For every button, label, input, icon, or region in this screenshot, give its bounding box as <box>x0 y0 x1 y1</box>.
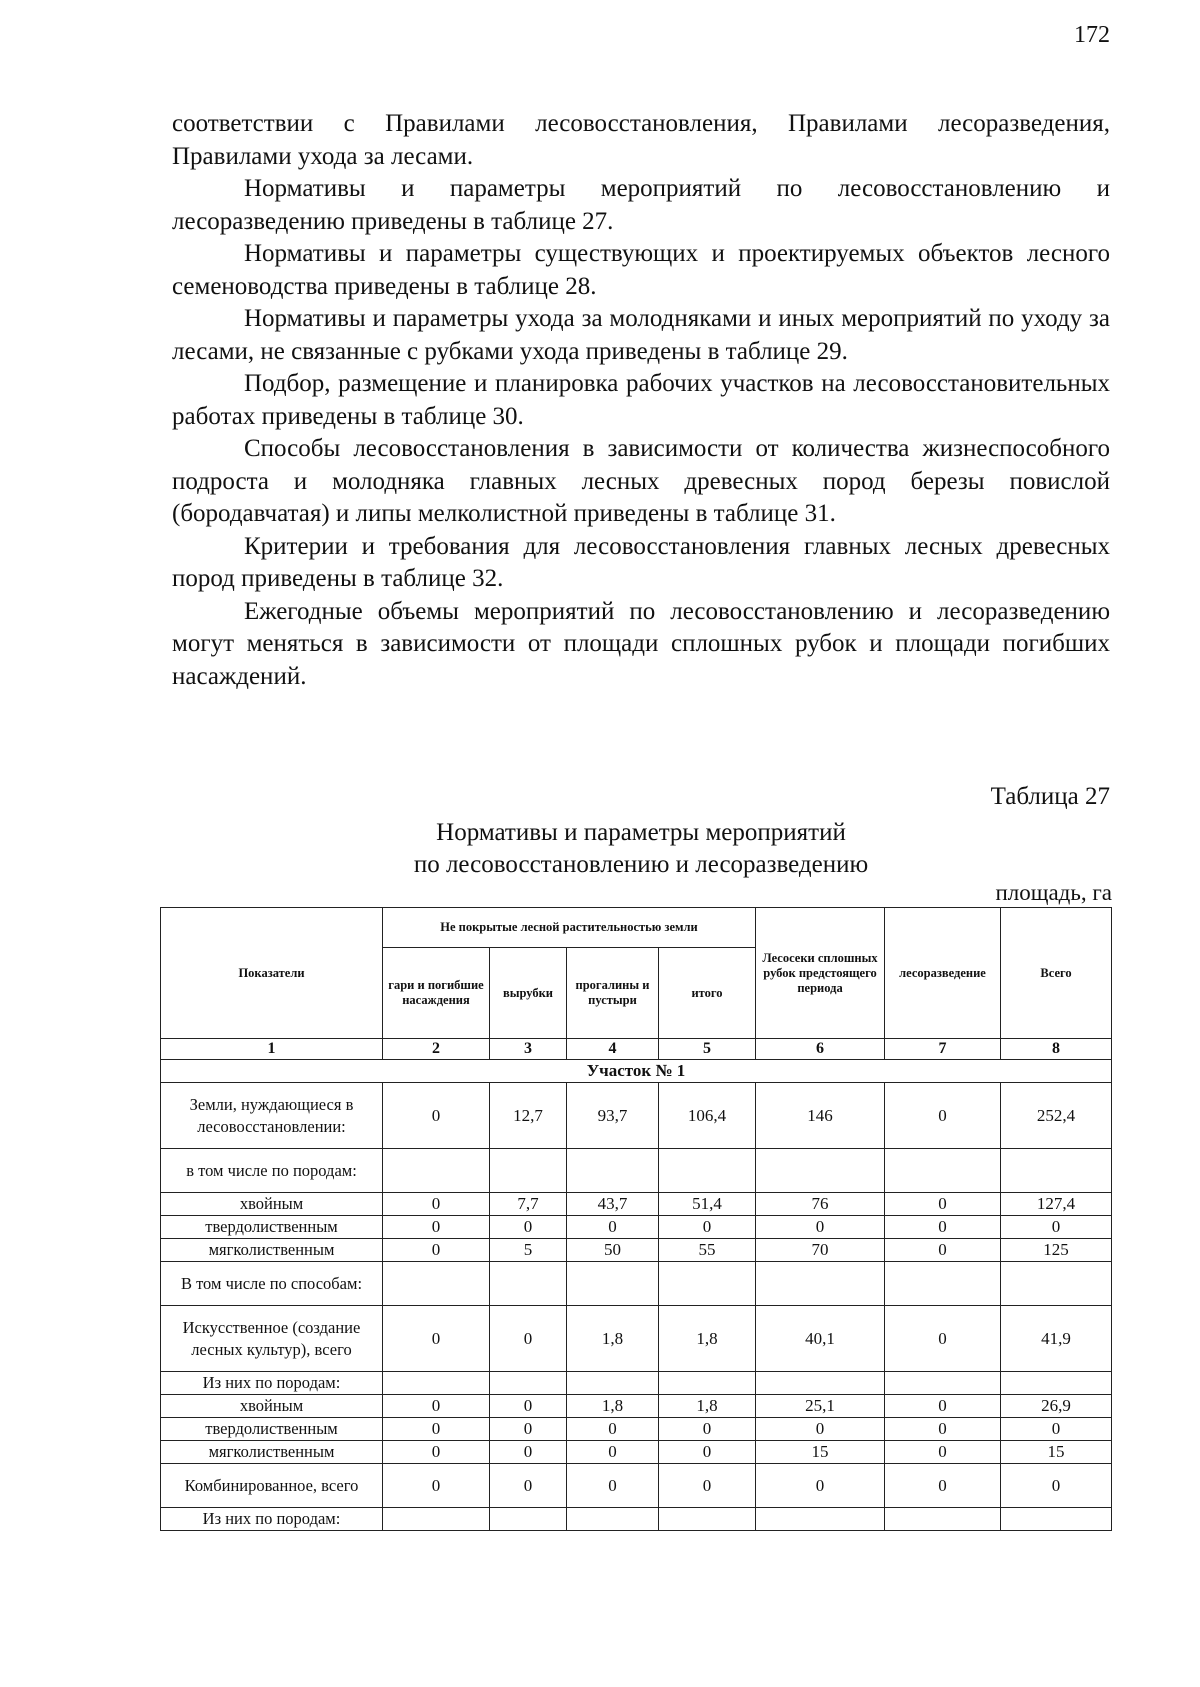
table-cell: 0 <box>490 1395 567 1418</box>
table-cell <box>885 1149 1001 1193</box>
section-row <box>161 1060 1112 1083</box>
column-number: 5 <box>659 1039 756 1060</box>
table-cell: 0 <box>885 1239 1001 1262</box>
table-cell: 0 <box>490 1306 567 1372</box>
paragraph: Нормативы и параметры мероприятий по лесовосстановлению и лесоразведению приведены в таблице 27. <box>172 175 1110 235</box>
row-label: мягколиственным <box>161 1441 383 1464</box>
table-cell <box>383 1149 490 1193</box>
table-cell: 40,1 <box>756 1306 885 1372</box>
table-cell: 0 <box>567 1464 659 1508</box>
table-cell: 0 <box>756 1418 885 1441</box>
table-cell: 26,9 <box>1001 1395 1112 1418</box>
table-cell: 0 <box>1001 1464 1112 1508</box>
unit-label: площадь, га <box>995 880 1112 905</box>
table-cell: 252,4 <box>1001 1083 1112 1149</box>
table-cell <box>756 1508 885 1531</box>
table-row <box>161 1508 1112 1531</box>
column-number: 7 <box>885 1039 1001 1060</box>
row-label: твердолиственным <box>161 1216 383 1239</box>
row-label: хвойным <box>161 1395 383 1418</box>
table-cell: 0 <box>490 1216 567 1239</box>
table-cell: 0 <box>490 1418 567 1441</box>
table-cell: 0 <box>885 1395 1001 1418</box>
row-label: Земли, нуждающиеся в лесовосстановлении: <box>161 1083 383 1149</box>
table-cell: 5 <box>490 1239 567 1262</box>
table-cell: 0 <box>1001 1216 1112 1239</box>
row-label: Комбинированное, всего <box>161 1464 383 1508</box>
table-cell <box>659 1508 756 1531</box>
table-cell: 0 <box>659 1216 756 1239</box>
table-cell <box>756 1372 885 1395</box>
table-cell: 125 <box>1001 1239 1112 1262</box>
table-cell: 1,8 <box>567 1306 659 1372</box>
table-cell: 93,7 <box>567 1083 659 1149</box>
column-number: 2 <box>383 1039 490 1060</box>
table-cell <box>756 1262 885 1306</box>
row-label: Искусственное (создание лесных культур), всего <box>161 1306 383 1372</box>
table-cell <box>659 1149 756 1193</box>
table-cell: 0 <box>885 1083 1001 1149</box>
row-label: хвойным <box>161 1193 383 1216</box>
table-cell: 0 <box>659 1418 756 1441</box>
table-cell: 0 <box>885 1216 1001 1239</box>
body-text <box>172 108 1110 693</box>
column-number: 6 <box>756 1039 885 1060</box>
table-cell: 0 <box>885 1306 1001 1372</box>
table-cell <box>383 1508 490 1531</box>
row-label: В том числе по способам: <box>161 1262 383 1306</box>
paragraph: Способы лесовосстановления в зависимости от количества жизнеспособного подроста и молодняка главных лесных древесных пород березы повислой (бородавчатая) и липы мелколистной приведены в таблице 31. <box>172 435 1110 527</box>
table-cell: 0 <box>383 1418 490 1441</box>
table-cell: 0 <box>885 1418 1001 1441</box>
table-cell: 1,8 <box>659 1395 756 1418</box>
table-cell: 0 <box>490 1441 567 1464</box>
table-title <box>172 817 1110 881</box>
table-cell <box>885 1508 1001 1531</box>
table-row <box>161 1149 1112 1193</box>
paragraph: Ежегодные объемы мероприятий по лесовосстановлению и лесоразведению могут меняться в зависимости от площади сплошных рубок и площади погибших насаждений. <box>172 597 1110 690</box>
table-row <box>161 1262 1112 1306</box>
table-cell: 1,8 <box>567 1395 659 1418</box>
table-row <box>161 1083 1112 1149</box>
table-cell <box>659 1262 756 1306</box>
table-row <box>161 1372 1112 1395</box>
table-cell: 0 <box>659 1441 756 1464</box>
table-cell: 0 <box>383 1193 490 1216</box>
row-label: твердолиственным <box>161 1418 383 1441</box>
table-cell: 0 <box>659 1464 756 1508</box>
paragraph: Критерии и требования для лесовосстановления главных лесных древесных пород приведены в таблице 32. <box>172 532 1110 592</box>
table-cell <box>1001 1372 1112 1395</box>
table-cell: 0 <box>383 1239 490 1262</box>
table-cell: 50 <box>567 1239 659 1262</box>
table-cell <box>383 1372 490 1395</box>
table-row <box>161 1441 1112 1464</box>
table-cell: 51,4 <box>659 1193 756 1216</box>
table-cell <box>490 1372 567 1395</box>
table-cell: 0 <box>885 1193 1001 1216</box>
table-cell: 0 <box>1001 1418 1112 1441</box>
header-total: Всего <box>1001 908 1112 1039</box>
table-cell: 106,4 <box>659 1083 756 1149</box>
paragraph: Нормативы и параметры существующих и проектируемых объектов лесного семеноводства приведены в таблице 28. <box>172 240 1110 300</box>
column-number: 3 <box>490 1039 567 1060</box>
table-row <box>161 1239 1112 1262</box>
table-cell: 0 <box>567 1418 659 1441</box>
row-label: мягколиственным <box>161 1239 383 1262</box>
table-cell: 55 <box>659 1239 756 1262</box>
table-row <box>161 1418 1112 1441</box>
paragraph: Нормативы и параметры ухода за молодняками и иных мероприятий по уходу за лесами, не связанные с рубками ухода приведены в таблице 29. <box>172 305 1110 365</box>
table-cell <box>885 1262 1001 1306</box>
table-cell: 0 <box>383 1464 490 1508</box>
row-label: Из них по породам: <box>161 1508 383 1531</box>
table-cell <box>383 1262 490 1306</box>
table-row <box>161 1306 1112 1372</box>
table-cell: 15 <box>1001 1441 1112 1464</box>
table-cell: 0 <box>490 1464 567 1508</box>
paragraph: соответствии с Правилами лесовосстановления, Правилами лесоразведения, Правилами ухода за лесами. <box>172 110 1110 170</box>
table-cell: 0 <box>756 1216 885 1239</box>
column-number-row <box>161 1039 1112 1060</box>
table-cell: 0 <box>383 1083 490 1149</box>
table-cell: 12,7 <box>490 1083 567 1149</box>
column-number: 1 <box>161 1039 383 1060</box>
header-clearings: вырубки <box>490 948 567 1039</box>
table-cell: 0 <box>567 1216 659 1239</box>
table-title-line: по лесовосстановлению и лесоразведению <box>413 851 869 878</box>
table-cell: 0 <box>885 1464 1001 1508</box>
table-cell: 25,1 <box>756 1395 885 1418</box>
table-cell: 0 <box>383 1216 490 1239</box>
header-not-covered: Не покрытые лесной растительностью земли <box>383 908 756 948</box>
table-cell: 0 <box>383 1395 490 1418</box>
page-number: 172 <box>1074 22 1110 48</box>
row-label: Из них по породам: <box>161 1372 383 1395</box>
column-number: 4 <box>567 1039 659 1060</box>
table-cell: 0 <box>383 1441 490 1464</box>
table-cell <box>1001 1262 1112 1306</box>
table-cell <box>567 1508 659 1531</box>
table-cell <box>567 1262 659 1306</box>
table-cell <box>756 1149 885 1193</box>
table-cell: 0 <box>567 1441 659 1464</box>
table-row <box>161 1216 1112 1239</box>
header-cutting-areas: Лесосеки сплошных рубок предстоящего периода <box>756 908 885 1039</box>
table-cell: 127,4 <box>1001 1193 1112 1216</box>
table-cell: 1,8 <box>659 1306 756 1372</box>
table-cell: 70 <box>756 1239 885 1262</box>
table-cell <box>659 1372 756 1395</box>
table-cell: 0 <box>885 1441 1001 1464</box>
column-number: 8 <box>1001 1039 1112 1060</box>
table-cell: 0 <box>383 1306 490 1372</box>
data-table <box>160 907 1112 1531</box>
table-cell <box>490 1149 567 1193</box>
header-indicators: Показатели <box>161 908 383 1039</box>
header-glades: прогалины и пустыри <box>567 948 659 1039</box>
table-cell <box>490 1508 567 1531</box>
table-cell <box>1001 1149 1112 1193</box>
paragraph: Подбор, размещение и планировка рабочих участков на лесовосстановительных работах приведены в таблице 30. <box>172 370 1110 430</box>
table-cell: 146 <box>756 1083 885 1149</box>
table-cell: 0 <box>756 1464 885 1508</box>
table-cell <box>567 1372 659 1395</box>
table-title-line: Нормативы и параметры мероприятий <box>436 819 846 846</box>
table-row <box>161 1193 1112 1216</box>
header-afforestation: лесоразведение <box>885 908 1001 1039</box>
table-cell <box>567 1149 659 1193</box>
header-subtotal: итого <box>659 948 756 1039</box>
table-cell <box>490 1262 567 1306</box>
table-cell: 15 <box>756 1441 885 1464</box>
section-title: Участок № 1 <box>161 1060 1112 1083</box>
table-cell <box>885 1372 1001 1395</box>
table-cell <box>1001 1508 1112 1531</box>
table-cell: 7,7 <box>490 1193 567 1216</box>
row-label: в том числе по породам: <box>161 1149 383 1193</box>
table-cell: 41,9 <box>1001 1306 1112 1372</box>
table-row <box>161 1464 1112 1508</box>
header-burns: гари и погибшие насаждения <box>383 948 490 1039</box>
table-label: Таблица 27 <box>990 783 1110 810</box>
table-cell: 76 <box>756 1193 885 1216</box>
table-cell: 43,7 <box>567 1193 659 1216</box>
table-row <box>161 1395 1112 1418</box>
